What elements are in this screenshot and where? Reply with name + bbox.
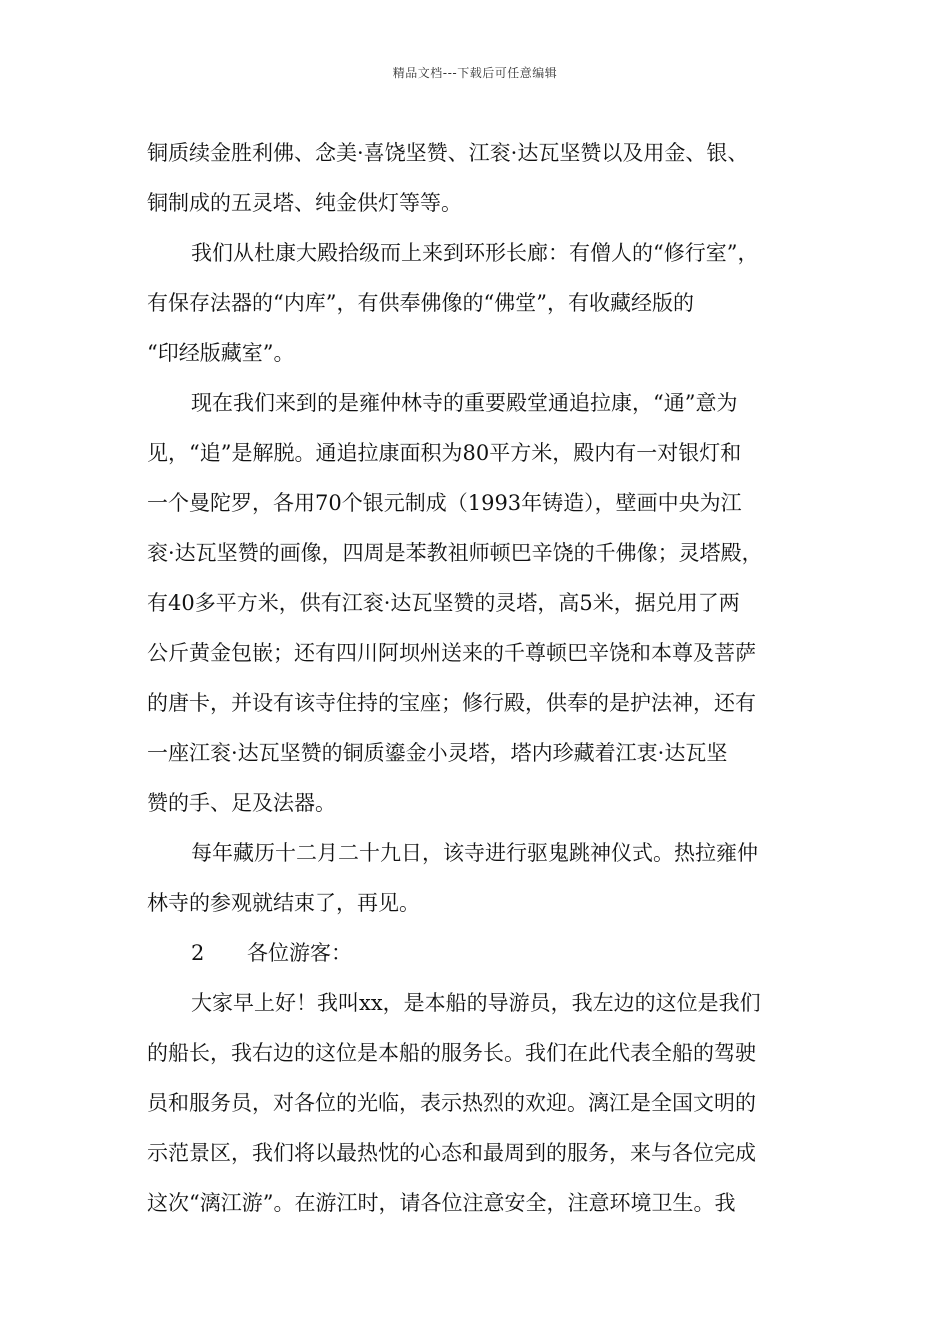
paragraph-1 [147, 128, 817, 228]
document-body [147, 128, 817, 1228]
text-line: 公斤黄金包嵌；还有四川阿坝州送来的千尊顿巴辛饶和本尊及菩萨 [147, 641, 756, 665]
text-line: 每年藏历十二月二十九日，该寺进行驱鬼跳神仪式。热拉雍仲 [191, 841, 758, 865]
text-line: 铜制成的五灵塔、纯金供灯等等。 [147, 191, 462, 215]
paragraph-3 [147, 378, 817, 828]
text-line: 大家早上好！我叫xx，是本船的导游员，我左边的这位是我们 [191, 991, 761, 1015]
text-line: 衮·达瓦坚赞的画像，四周是苯教祖师顿巴辛饶的千佛像；灵塔殿， [147, 541, 763, 565]
section-heading [147, 928, 817, 978]
text-line: 的唐卡，并设有该寺住持的宝座；修行殿，供奉的是护法神，还有 [147, 691, 756, 715]
text-line: 这次“漓江游”。在游江时，请各位注意安全，注意环境卫生。我 [147, 1191, 736, 1215]
text-line: 的船长，我右边的这位是本船的服务长。我们在此代表全船的驾驶 [147, 1041, 756, 1065]
text-line: 有保存法器的“内库”，有供奉佛像的“佛堂”，有收藏经版的 [147, 291, 694, 315]
text-line: 现在我们来到的是雍仲林寺的重要殿堂通追拉康，“通”意为 [191, 391, 738, 415]
text-line: 有40多平方米，供有江衮·达瓦坚赞的灵塔，高5米，据兑用了两 [147, 591, 740, 615]
section-title: 各位游客： [247, 941, 352, 965]
text-line: “印经版藏室”。 [147, 341, 295, 365]
text-line: 铜质续金胜利佛、念美·喜饶坚赞、江衮·达瓦坚赞以及用金、银、 [147, 141, 749, 165]
text-line: 赞的手、足及法器。 [147, 791, 336, 815]
paragraph-2 [147, 228, 817, 378]
text-line: 我们从杜康大殿拾级而上来到环形长廊：有僧人的“修行室”， [191, 241, 759, 265]
paragraph-5 [147, 978, 817, 1228]
section-heading-line [147, 928, 817, 978]
paragraph-4 [147, 828, 817, 928]
text-line: 林寺的参观就结束了，再见。 [147, 891, 420, 915]
text-line: 员和服务员，对各位的光临，表示热烈的欢迎。漓江是全国文明的 [147, 1091, 756, 1115]
text-line: 一个曼陀罗，各用70个银元制成（1993年铸造），壁画中央为江 [147, 491, 742, 515]
text-line: 一座江衮·达瓦坚赞的铜质鎏金小灵塔，塔内珍藏着江衷·达瓦坚 [147, 741, 728, 765]
page-header: 精品文档---下载后可任意编辑 [392, 66, 558, 80]
text-line: 见，“追”是解脱。通追拉康面积为80平方米，殿内有一对银灯和 [147, 441, 742, 465]
section-number: 2 [191, 941, 205, 965]
text-line: 示范景区，我们将以最热忱的心态和最周到的服务，来与各位完成 [147, 1141, 756, 1165]
